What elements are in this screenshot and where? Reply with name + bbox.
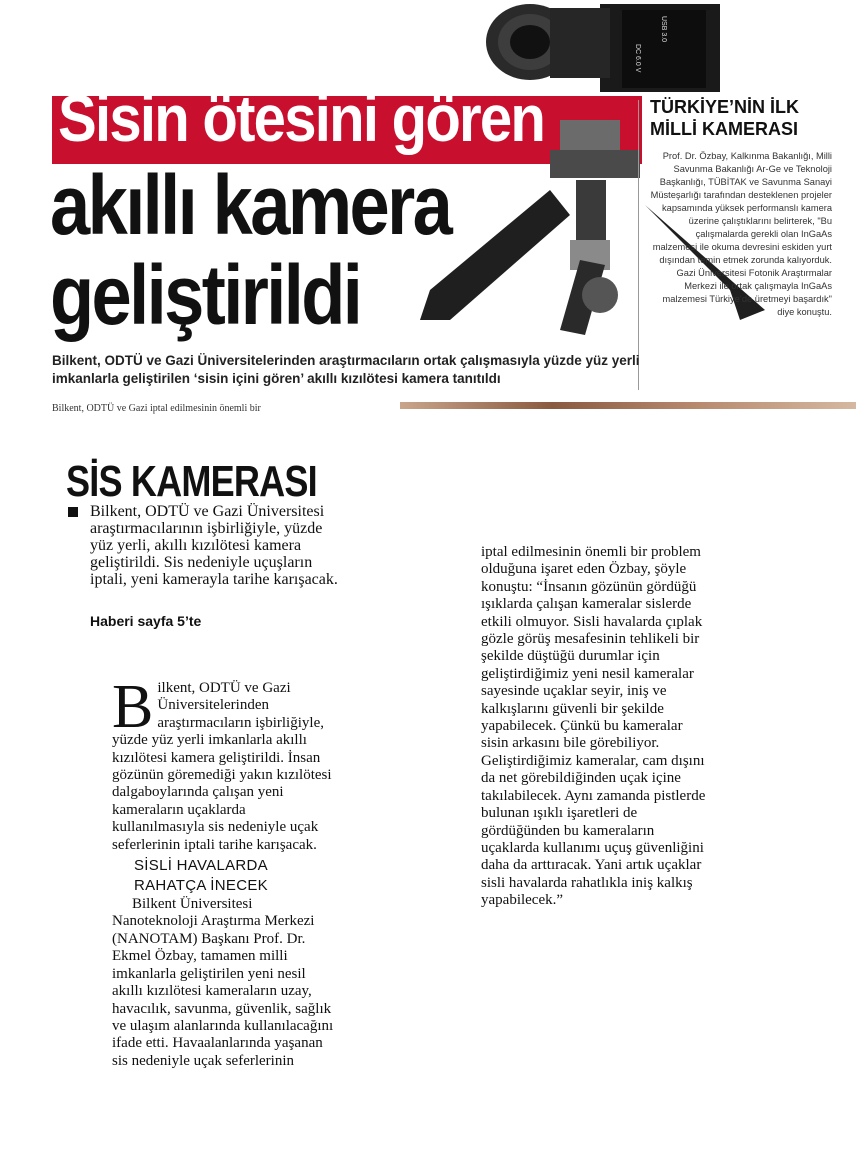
summary-text: Bilkent, ODTÜ ve Gazi Üniversitesi araştırmacılarının işbirliğiyle, yüzde yüz yerli, akıllı kızılötesi kamera geliştirildi. Sis nedeniyle uçuşların iptali, yeni kamerayla tarihe karışacak. [90,503,338,588]
sidebar-divider [638,100,639,390]
page-reference: Haberi sayfa 5’te [90,613,202,629]
headline-line-3: geliştirildi [50,248,361,342]
bullet-square [68,507,78,517]
article-subhead: SİSLİ HAVALARDA RAHATÇA İNECEK [134,857,268,895]
camera-label-usb: USB 3.0 [660,16,667,43]
camera-label-dc: DC 6.0 V [634,44,641,73]
drop-cap: B [112,673,154,741]
cut-off-text-line: Bilkent, ODTÜ ve Gazi iptal edilmesinin önemli bir [52,403,261,414]
headline-line-1: Sisin ötesini gören [58,81,545,155]
sidebar-title: TÜRKİYE’NİN İLK MİLLİ KAMERASI [650,96,830,140]
lead-paragraph: Bilkent, ODTÜ ve Gazi Üniversitelerinden araştırmacıların ortak çalışmasıyla yüzde yüz yerli imkanlarla geliştirilen ‘sisin içini gören’ akıllı kızılötesi kamera tanıtıldı [52,353,640,386]
article-column-1 [112,673,337,1070]
article-body: Bilkent Üniversitesi Nanoteknoloji Araştırma Merkezi (NANOTAM) Başkanı Prof. Dr. Ekmel Özbay, tamamen milli imkanlarla geliştirilen yeni nesil akıllı kızılötesi kameraların uzay, havacılık, savunma, güvenlik, sağlık ve ulaşım alanlarında kullanılacağını ifade etti. Havaalanlarında yaşanan sis nedeniyle uçak seferlerinin [112,896,334,1069]
cut-off-photo-strip [400,402,856,409]
section-title: SİS KAMERASI [66,457,317,506]
article-intro: ilkent, ODTÜ ve Gazi Üniversitelerinden araştırmacıların işbirliğiyle, yüzde yüz yerli imkanlarla akıllı kızılötesi kamera geliştirildi. İnsan gözünün göremediği yakın kızılötesi dalgaboylarında çalışan yeni kameraların uçaklarda kullanılmasıyla sis nedeniyle uçak seferlerinin iptali tarihe karışacak. [112,680,332,853]
headline-line-2: akıllı kamera [50,158,451,252]
article-column-2: iptal edilmesinin önemli bir problem olduğuna işaret eden Özbay, şöyle konuştu: “İnsanın gözünün gördüğü ışıklarda çalışan kameralar sislerde etkili olmuyor. Sisli havalarda çıplak gözle görüş mesafesinin tehlikeli bir şekilde düştüğü durumlar için geliştirdiğimiz yeni nesil kameralar sayesinde uçaklar seyir, iniş ve kalkışlarını güvenli bir şekilde yapabilecek. Çünkü bu kameralar sisin arkasını bile görebiliyor. Geliştirdiğimiz kameralar, cam dışını da net görebildiğinden uçak içine takılabilecek. Aynı zamanda pistlerde bulunan ışıklı işaretleri de gördüğünden bu kameraların uçaklarda kullanımı uçuş güvenliğini daha da arttıracak. Yani artık uçaklar sisli havalarda rahatlıkla iniş kalkış yapabilecek.” [481,544,706,909]
sidebar-text: Prof. Dr. Özbay, Kalkınma Bakanlığı, Milli Savunma Bakanlığı Ar-Ge ve Teknoloji Başkanlığı, TÜBİTAK ve Savunma Sanayi Müsteşarlığı tarafından desteklenen projeler kapsamında yüksek performanslı kamera üzerine çalıştıklarını belirterek, "Bu çalışmalarda gerekli olan InGaAs malzemesi ile okuma devresini eskiden yurt dışından temin etmek zorunda kalıyorduk. Gazi Üniversitesi Fotonik Araştırmalar Merkezi ile ortak çalışmayla InGaAs malzemesi Türkiye’de üretmeyi başardık" diye konuştu. [650,151,832,317]
